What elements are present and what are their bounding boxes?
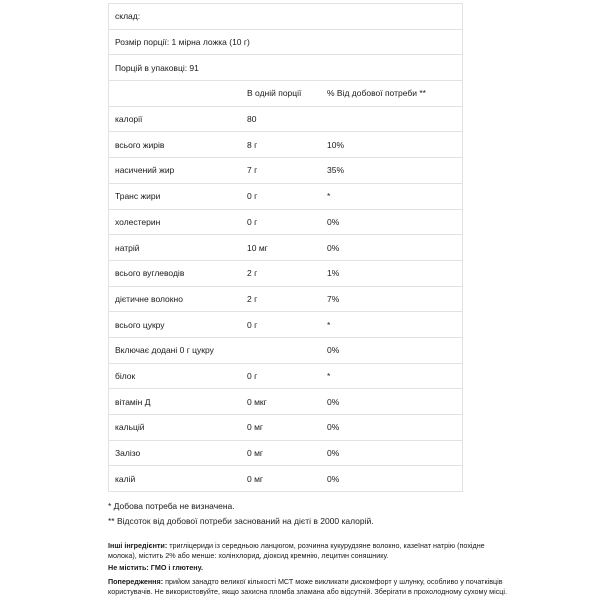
composition-row (109, 4, 462, 30)
nutrient-amount: 0 г (247, 370, 258, 381)
nutrient-amount: 0 мкг (247, 396, 267, 407)
nutrient-dv: * (327, 319, 331, 330)
nutrient-amount: 2 г (247, 268, 258, 279)
nutrient-dv: 0% (327, 422, 340, 433)
nutrient-dv: 10% (327, 139, 345, 150)
nutrient-dv: 35% (327, 165, 345, 176)
nutrient-dv: 0% (327, 242, 340, 253)
nutrient-amount: 0 г (247, 216, 258, 227)
table-row (109, 261, 462, 287)
nutrient-amount: 10 мг (247, 242, 268, 253)
nutrient-name: всього цукру (115, 319, 165, 330)
footnote-not-established: * Добова потреба не визначена. (108, 501, 235, 511)
nutrient-name: дієтичне волокно (115, 293, 183, 304)
nutrient-amount: 8 г (247, 139, 258, 150)
nutrient-amount: 0 г (247, 191, 258, 202)
nutrient-amount: 0 мг (247, 422, 264, 433)
nutrient-dv: 0% (327, 216, 340, 227)
nutrient-name: всього вуглеводів (115, 268, 185, 279)
nutrient-name: калій (115, 473, 136, 484)
warning-label: Попередження: (108, 577, 164, 586)
nutrient-name: кальцій (115, 422, 145, 433)
table-row (109, 235, 462, 261)
nutrient-name: калорії (115, 114, 143, 125)
table-row (109, 312, 462, 338)
table-row (109, 415, 462, 441)
serving-size: Розмір порції: 1 мірна ложка (10 г) (115, 37, 250, 48)
table-row (109, 210, 462, 236)
table-row (109, 107, 462, 133)
composition-label: склад: (115, 11, 141, 22)
table-row (109, 158, 462, 184)
table-row (109, 441, 462, 467)
other-ingredients-text: тригліцериди із середньою ланцюгом, розчинна кукурудзяне волокно, казеїнат натрію (похідне молока), містить 2% або менше: холінхлорид, діоксид кремнію, лецитин соняшнику. (108, 541, 485, 560)
table-row (109, 466, 462, 492)
servings-per-container: Порцій в упаковці: 91 (115, 62, 199, 73)
table-row (109, 287, 462, 313)
warning (108, 577, 508, 597)
nutrient-name: вітамін Д (115, 396, 151, 407)
other-ingredients-label: Інші інгредієнти: (108, 541, 168, 550)
table-row (109, 184, 462, 210)
header-daily-value: % Від добової потреби ** (327, 88, 426, 99)
nutrient-dv: 1% (327, 268, 340, 279)
nutrient-amount: 0 г (247, 319, 258, 330)
nutrient-name: натрій (115, 242, 140, 253)
servings-per-container-row (109, 55, 462, 81)
nutrient-amount: 0 мг (247, 448, 264, 459)
table-row (109, 364, 462, 390)
table-header-row (109, 81, 462, 107)
nutrient-dv: * (327, 191, 331, 202)
nutrient-amount: 7 г (247, 165, 258, 176)
nutrient-name: Включає додані 0 г цукру (115, 345, 214, 356)
nutrient-name: Залізо (115, 448, 141, 459)
nutrient-dv: 7% (327, 293, 340, 304)
nutrient-name: насичений жир (115, 165, 175, 176)
serving-size-row (109, 30, 462, 56)
free-from (108, 563, 508, 573)
table-row (109, 338, 462, 364)
nutrient-dv: * (327, 370, 331, 381)
nutrient-dv: 0% (327, 473, 340, 484)
footnote-daily-value-basis: ** Відсоток від добової потреби заснований на дієті в 2000 калорій. (108, 516, 374, 526)
free-from-text: Не містить: ГМО і глютену. (108, 563, 203, 572)
nutrition-table (108, 3, 463, 492)
nutrient-name: холестерин (115, 216, 161, 227)
warning-text: прийом занадто великої кількості МСТ може викликати дискомфорт у шлунку, особливо у початківців користувачів. Не використовуйте, якщо захисна пломба зламана або відсутній. Зберігати в прохолодному сухому місці. (108, 577, 508, 596)
table-row (109, 389, 462, 415)
nutrient-dv: 0% (327, 345, 340, 356)
header-per-serving: В одній порції (247, 88, 302, 99)
nutrient-amount: 0 мг (247, 473, 264, 484)
nutrient-dv: 0% (327, 448, 340, 459)
other-ingredients (108, 541, 508, 561)
table-row (109, 132, 462, 158)
nutrient-name: Транс жири (115, 191, 161, 202)
nutrient-dv: 0% (327, 396, 340, 407)
nutrient-amount: 80 (247, 114, 257, 125)
nutrient-amount: 2 г (247, 293, 258, 304)
nutrient-name: всього жирів (115, 139, 165, 150)
nutrient-name: білок (115, 370, 136, 381)
